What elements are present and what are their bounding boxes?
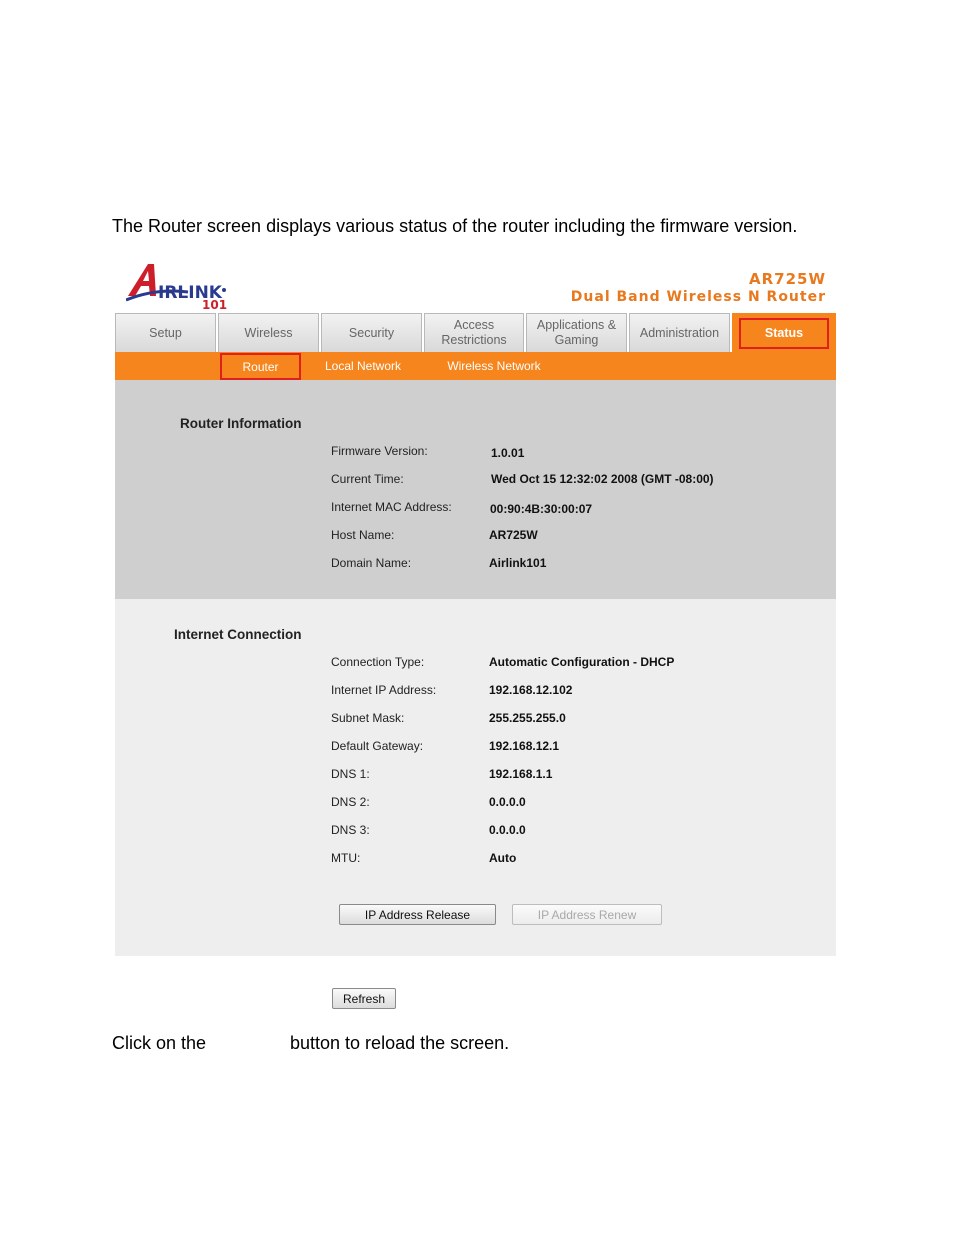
svg-text:101: 101 xyxy=(202,298,228,310)
airlink101-logo xyxy=(126,262,236,310)
internet-ip-value: 192.168.12.102 xyxy=(489,683,573,697)
firmware-version-label: Firmware Version: xyxy=(331,444,428,458)
dns2-label: DNS 2: xyxy=(331,795,370,809)
mtu-value: Auto xyxy=(489,851,517,865)
firmware-version-value: 1.0.01 xyxy=(491,446,525,460)
product-name: Dual Band Wireless N Router xyxy=(570,289,826,305)
refresh-button[interactable]: Refresh xyxy=(332,988,396,1009)
subtab-wireless-network[interactable]: Wireless Network xyxy=(447,359,541,373)
router-information-panel xyxy=(115,380,836,599)
tab-label: Access Restrictions xyxy=(441,318,507,347)
sub-tabs xyxy=(115,352,836,380)
connection-type-label: Connection Type: xyxy=(331,655,425,669)
default-gateway-label: Default Gateway: xyxy=(331,739,424,753)
main-tabs xyxy=(115,313,836,353)
mac-address-value: 00:90:4B:30:00:07 xyxy=(490,502,593,516)
internet-ip-label: Internet IP Address: xyxy=(331,683,437,697)
tab-administration[interactable] xyxy=(629,313,730,352)
router-information-title: Router Information xyxy=(180,416,302,431)
outro-text-end: button to reload the screen. xyxy=(290,1033,510,1053)
model-title xyxy=(571,270,826,305)
tab-label: Security xyxy=(348,325,395,340)
svg-text:IRLINK: IRLINK xyxy=(158,283,222,303)
dns3-label: DNS 3: xyxy=(331,823,370,837)
tab-access-restrictions[interactable] xyxy=(424,313,524,352)
tab-setup[interactable] xyxy=(115,313,216,352)
subnet-mask-label: Subnet Mask: xyxy=(331,711,405,725)
tab-label: Administration xyxy=(639,325,720,340)
tab-wireless[interactable] xyxy=(218,313,319,352)
dns3-value: 0.0.0.0 xyxy=(489,823,526,837)
internet-connection-title: Internet Connection xyxy=(174,627,302,642)
tab-label: Applications & Gaming xyxy=(536,318,617,347)
host-name-value: AR725W xyxy=(489,528,538,542)
tab-applications-gaming[interactable] xyxy=(526,313,627,352)
intro-text: The Router screen displays various status of the router including the firmware version. xyxy=(112,216,798,236)
tab-status[interactable] xyxy=(732,313,836,352)
subnet-mask-value: 255.255.255.0 xyxy=(489,711,566,725)
default-gateway-value: 192.168.12.1 xyxy=(489,739,560,753)
internet-connection-panel xyxy=(115,599,836,956)
tab-security[interactable] xyxy=(321,313,422,352)
dns2-value: 0.0.0.0 xyxy=(489,795,526,809)
domain-name-value: Airlink101 xyxy=(489,556,547,570)
mac-address-label: Internet MAC Address: xyxy=(331,500,452,514)
dns1-label: DNS 1: xyxy=(331,767,370,781)
tab-label: Wireless xyxy=(244,325,293,340)
tab-label: Setup xyxy=(149,325,182,340)
host-name-label: Host Name: xyxy=(331,528,395,542)
ip-address-release-button[interactable]: IP Address Release xyxy=(339,904,496,925)
domain-name-label: Domain Name: xyxy=(331,556,412,570)
ip-address-renew-button[interactable]: IP Address Renew xyxy=(512,904,662,925)
tab-label: Status xyxy=(764,325,804,340)
subtab-router[interactable]: Router xyxy=(220,353,301,380)
subtab-local-network[interactable]: Local Network xyxy=(324,359,402,373)
mtu-label: MTU: xyxy=(331,851,361,865)
tab-highlight xyxy=(739,318,829,349)
dns1-value: 192.168.1.1 xyxy=(489,767,553,781)
current-time-label: Current Time: xyxy=(331,472,404,486)
connection-type-value: Automatic Configuration - DHCP xyxy=(489,655,675,669)
outro-text-start: Click on the xyxy=(112,1033,207,1053)
model-name: AR725W xyxy=(748,270,826,288)
current-time-value: Wed Oct 15 12:32:02 2008 (GMT -08:00) xyxy=(491,472,714,486)
